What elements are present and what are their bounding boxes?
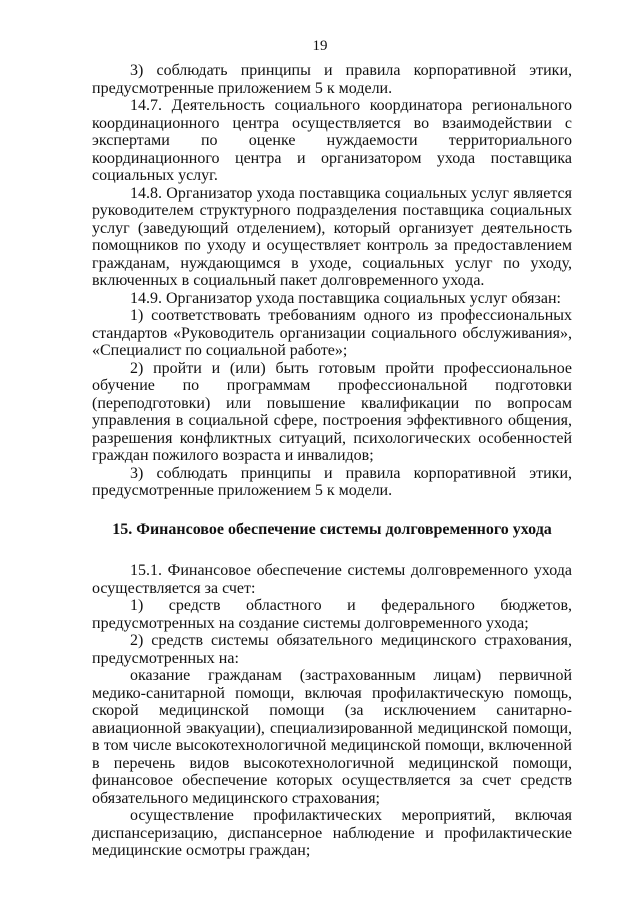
paragraph-14-7: 14.7. Деятельность социального координатора регионального координационного центра осуществляется во взаимодействии с экспертами по оценке нуждаемости территориального координационного центра и организатором ухода поставщика социальных услуг. (92, 97, 572, 184)
paragraph-14-6-item-3: 3) соблюдать принципы и правила корпоративной этики, предусмотренные приложением 5 к модели. (92, 62, 572, 97)
paragraph-14-9: 14.9. Организатор ухода поставщика социальных услуг обязан: (130, 289, 561, 307)
paragraph-15-1: 15.1. Финансовое обеспечение системы долговременного ухода осуществляется за счет: (92, 562, 572, 597)
paragraph-15-1-item-1: 1) средств областного и федерального бюджетов, предусмотренных на создание системы долговременного ухода; (92, 597, 572, 632)
paragraph-14-9-item-1: 1) соответствовать требованиям одного из профессиональных стандартов «Руководитель организации социального обслуживания», «Специалист по социальной работе»; (92, 307, 572, 359)
section-heading: 15. Финансовое обеспечение системы долговременного ухода (112, 520, 552, 538)
page-number: 19 (312, 38, 328, 54)
paragraph-14-9-item-3: 3) соблюдать принципы и правила корпоративной этики, предусмотренные приложением 5 к модели. (92, 464, 572, 499)
paragraph-15-1-item-2: 2) средств системы обязательного медицинского страхования, предусмотренных на: (92, 632, 572, 667)
paragraph-15-1-item-2-b: осуществление профилактических мероприятий, включая диспансеризацию, диспансерное наблюдение и профилактические медицинские осмотры граждан; (92, 807, 572, 859)
document-body (92, 62, 572, 860)
paragraph-15-1-item-2-a: оказание гражданам (застрахованным лицам) первичной медико-санитарной помощи, включая профилактическую помощь, скорой медицинской помощи (за исключением санитарно-авиационной эвакуации), специализированной медицинской помощи, в том числе высокотехнологичной медицинской помощи, включенной в перечень видов высокотехнологичной медицинской помощи, финансовое обеспечение которых осуществляется за счет средств обязательного медицинского страхования; (92, 667, 572, 807)
paragraph-14-8: 14.8. Организатор ухода поставщика социальных услуг является руководителем структурного подразделения поставщика социальных услуг (заведующий отделением), который организует деятельность помощников по уходу и осуществляет контроль за предоставлением гражданам, нуждающимся в уходе, социальных услуг по уходу, включенных в социальный пакет долговременного ухода. (92, 184, 572, 289)
paragraph-14-9-item-2: 2) пройти и (или) быть готовым пройти профессиональное обучение по программам профессиональной подготовки (переподготовки) или повышение квалификации по вопросам управления в социальной сфере, построения эффективного общения, разрешения конфликтных ситуаций, психологических особенностей граждан пожилого возраста и инвалидов; (92, 359, 572, 464)
